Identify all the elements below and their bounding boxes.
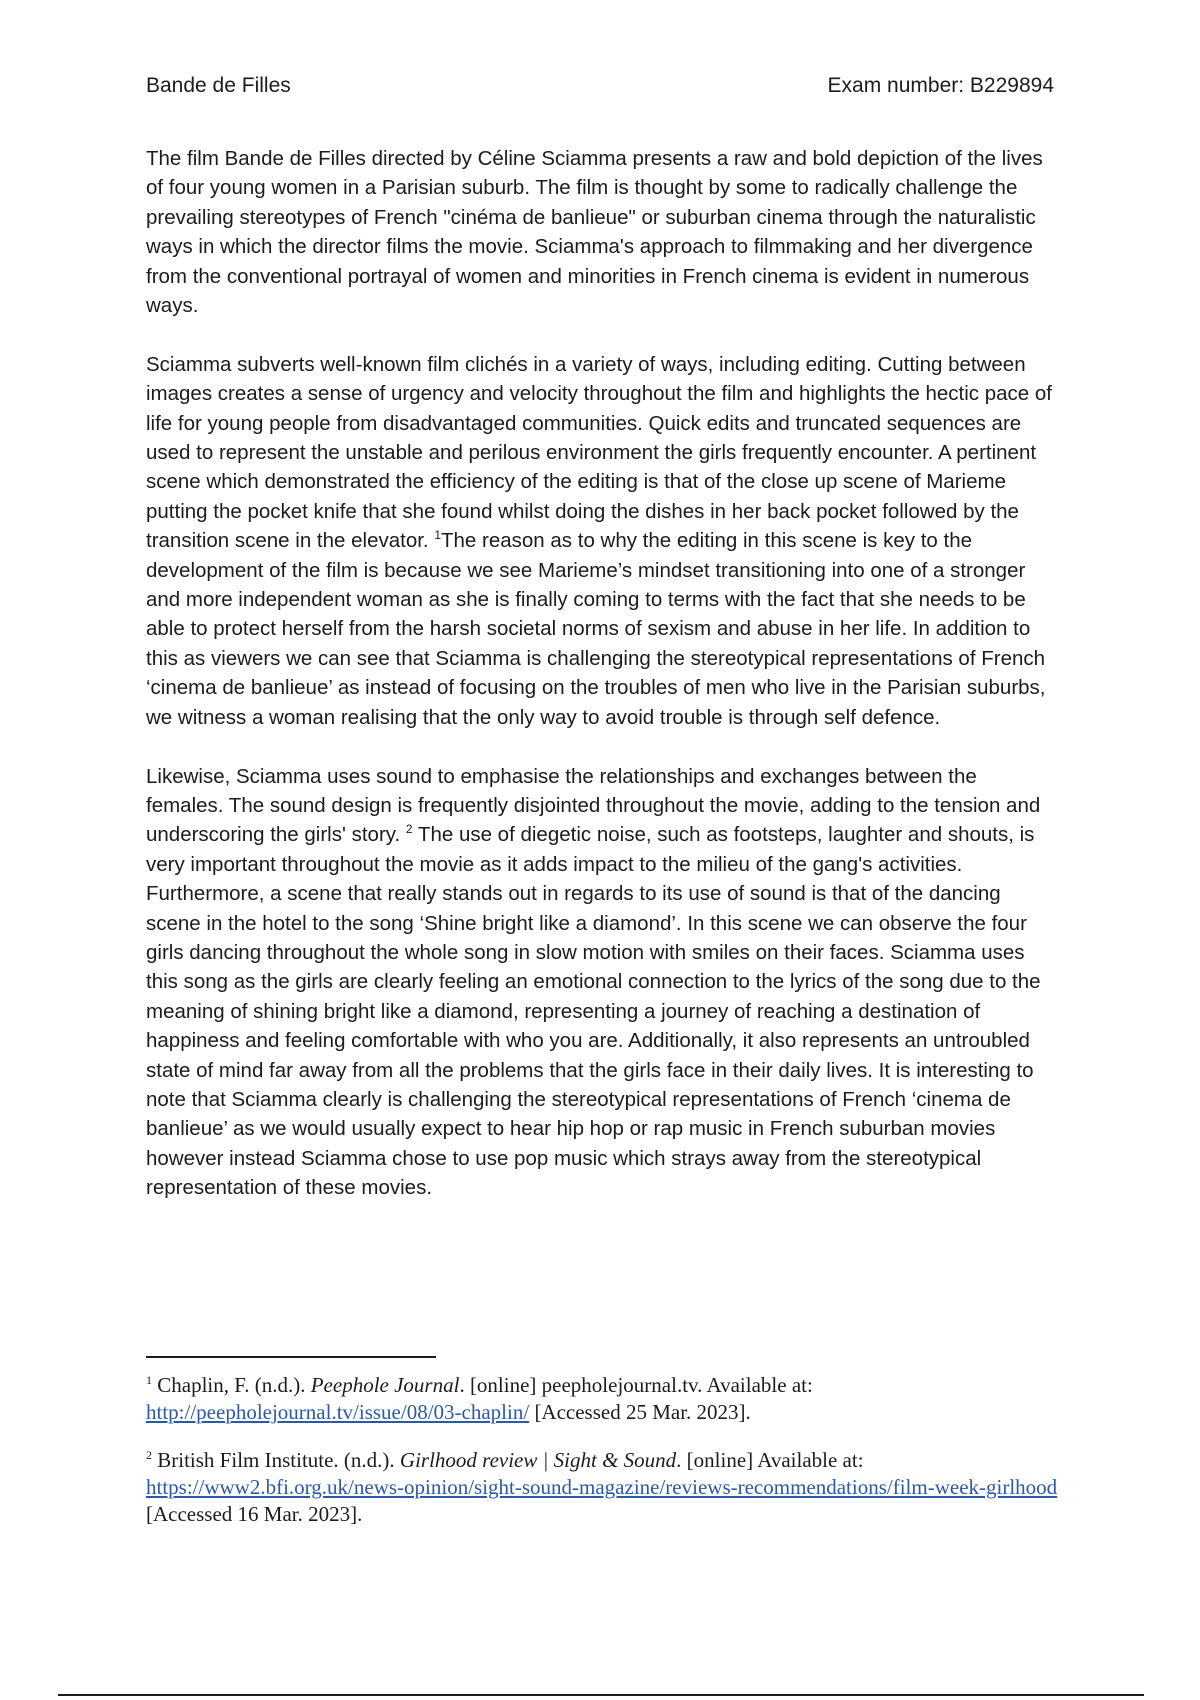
footnote-1-source-title: Peephole Journal [310, 1373, 460, 1397]
paragraph-intro-text: The film Bande de Filles directed by Céline Sciamma presents a raw and bold depiction of the lives of four young women in a Parisian suburb. The film is thought by some to radically challenge the prevailing stereotypes of French "cinéma de banlieue" or suburban cinema through the naturalistic ways in which the director films the movie. Sciamma's approach to filmmaking and her divergence from the conventional portrayal of women and minorities in French cinema is evident in numerous ways. [146, 147, 1043, 318]
footnote-2-text-post: . [online] Available at: [676, 1448, 864, 1472]
footnote-separator [146, 1356, 436, 1358]
footnote-2-text: British Film Institute. (n.d.). [152, 1448, 400, 1472]
footnote-2-accessed: [Accessed 16 Mar. 2023]. [146, 1502, 363, 1526]
footnote-ref-1[interactable]: 1 [434, 528, 441, 543]
paragraph-editing-text-b: The reason as to why the editing in this scene is key to the development of the film is because we see Marieme’s mindset transitioning into one of a stronger and more independent woman as she is finally coming to terms with the fact that she needs to be able to protect herself from the harsh societal norms of sexism and abuse in her life. In addition to this as viewers we can see that Sciamma is challenging the stereotypical representations of French ‘cinema de banlieue’ as instead of focusing on the troubles of men who live in the Parisian suburbs, we witness a woman realising that the only way to avoid trouble is through self defence. [146, 529, 1046, 729]
paragraph-sound-text-a: Likewise, Sciamma uses sound to emphasise the relationships and exchanges between the females. The sound design is frequently disjointed throughout the movie, adding to the tension and underscoring the girls' story. [146, 764, 1041, 847]
footnote-2-link[interactable]: https://www2.bfi.org.uk/news-opinion/sight-sound-magazine/reviews-recommendations/film-week-girlhood [146, 1475, 1058, 1499]
footnote-2 [146, 1447, 1066, 1528]
footnote-1-link[interactable]: http://peepholejournal.tv/issue/08/03-chaplin/ [146, 1400, 530, 1424]
paragraph-editing-text-a: Sciamma subverts well-known film clichés in a variety of ways, including editing. Cutting between images creates a sense of urgency and velocity throughout the film and highlights the hectic pace of life for young people from disadvantaged communities. Quick edits and truncated sequences are used to represent the unstable and perilous environment the girls frequently encounter. A pertinent scene which demonstrated the efficiency of the editing is that of the close up scene of Marieme putting the pocket knife that she found whilst doing the dishes in her back pocket followed by the transition scene in the elevator. [146, 352, 1052, 553]
footnote-1 [146, 1372, 1066, 1426]
footnote-2-source-title: Girlhood review | Sight & Sound [399, 1448, 677, 1472]
page-bottom-rule [58, 1694, 1144, 1696]
footnote-1-text-post: . [online] peepholejournal.tv. Available at: [459, 1373, 813, 1397]
footnote-ref-2[interactable]: 2 [405, 822, 413, 837]
footnote-2-marker: 2 [146, 1448, 152, 1462]
footnote-1-accessed: [Accessed 25 Mar. 2023]. [529, 1400, 751, 1424]
footnote-1-text: Chaplin, F. (n.d.). [152, 1373, 311, 1397]
paragraph-intro [146, 144, 1058, 320]
document-title: Bande de Filles [146, 74, 291, 97]
footnotes-section [146, 1372, 1066, 1549]
exam-number: Exam number: B229894 [827, 74, 1054, 97]
paragraph-sound [146, 762, 1058, 1203]
paragraph-sound-text-b: The use of diegetic noise, such as footsteps, laughter and shouts, is very important throughout the movie as it adds impact to the milieu of the gang's activities. Furthermore, a scene that really stands out in regards to its use of sound is that of the dancing scene in the hotel to the song ‘Shine bright like a diamond’. In this scene we can observe the four girls dancing throughout the whole song in slow motion with smiles on their faces. Sciamma uses this song as the girls are clearly feeling an emotional connection to the lyrics of the song due to the meaning of shining bright like a diamond, representing a journey of reaching a destination of happiness and feeling comfortable with who you are. Additionally, it also represents an untroubled state of mind far away from all the problems that the girls face in their daily lives. It is interesting to note that Sciamma clearly is challenging the stereotypical representations of French ‘cinema de banlieue’ as we would usually expect to hear hip hop or rap music in French suburban movies however instead Sciamma chose to use pop music which strays away from the stereotypical representation of these movies. [146, 823, 1041, 1200]
essay-body [146, 144, 1058, 1232]
footnote-1-marker: 1 [146, 1373, 152, 1387]
paragraph-editing [146, 350, 1058, 732]
page-header [146, 72, 1054, 100]
